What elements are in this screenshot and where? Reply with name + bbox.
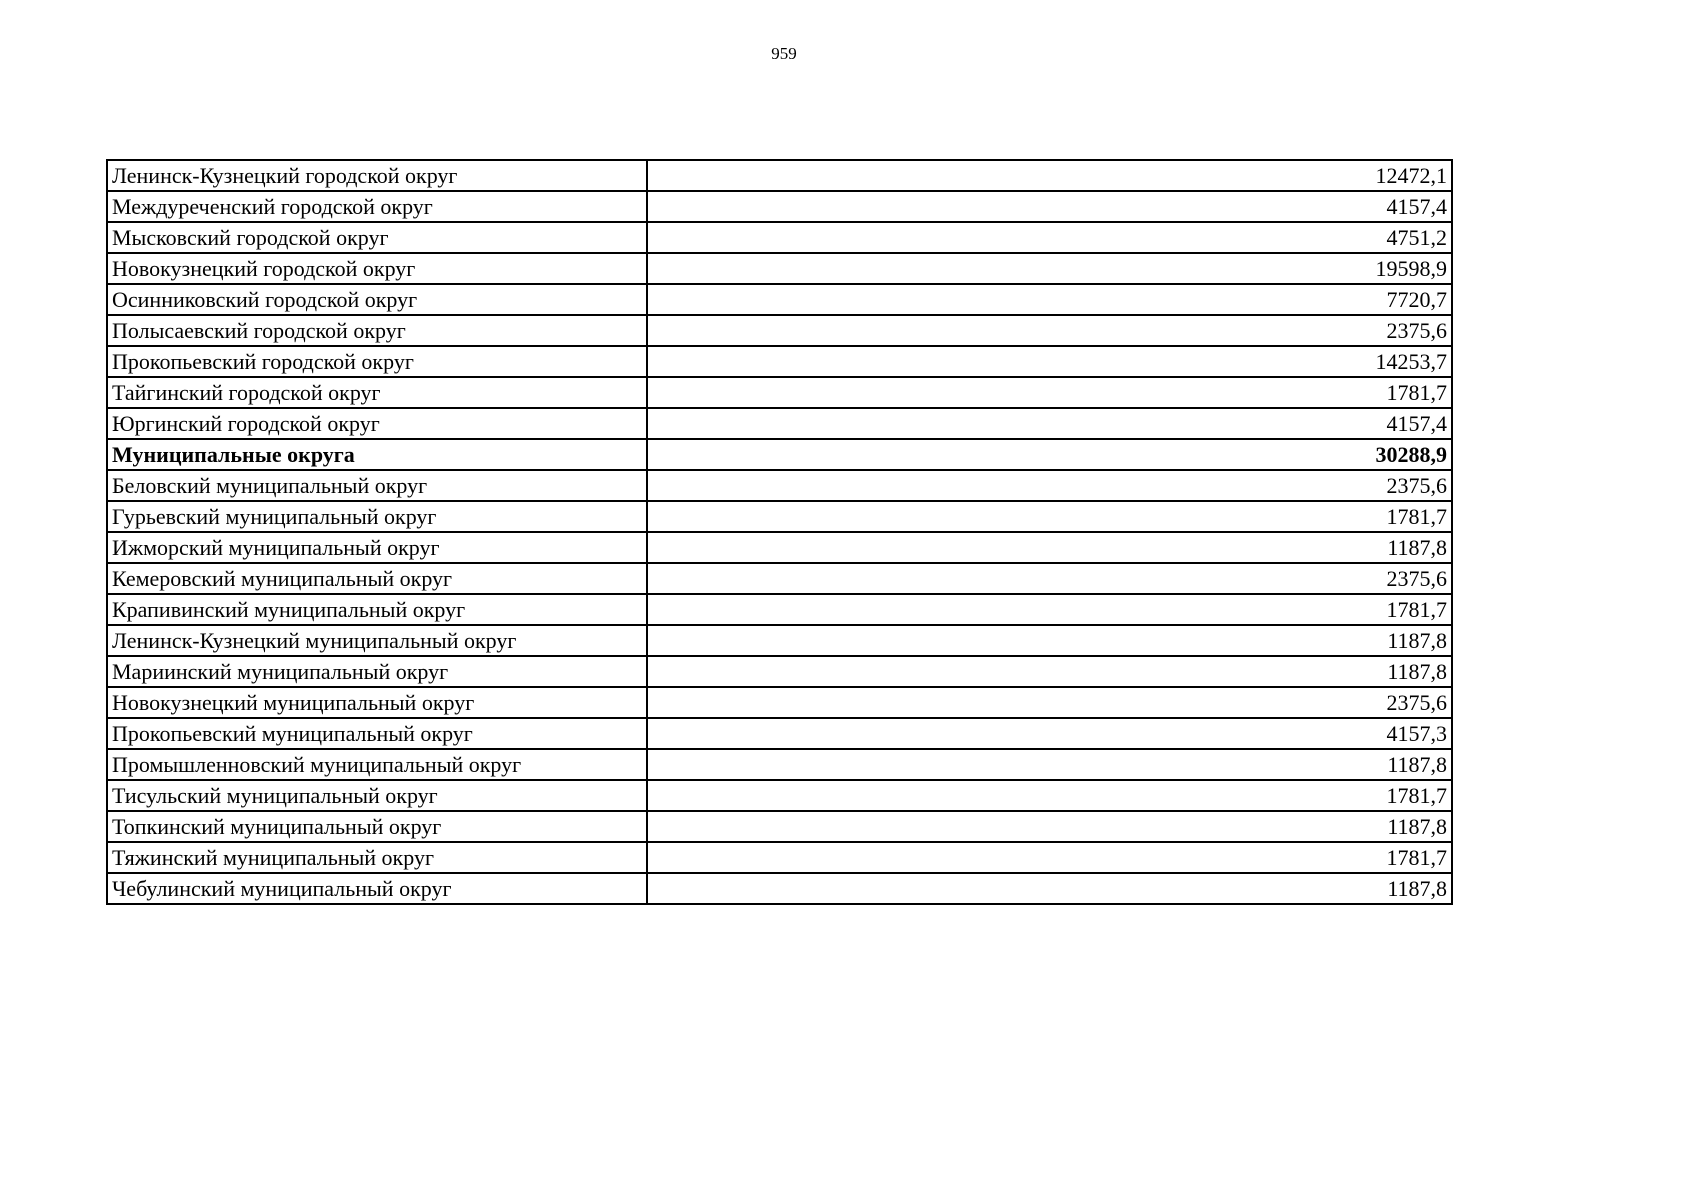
amount-cell: 2375,6 (647, 470, 1452, 501)
municipality-name-cell: Тяжинский муниципальный округ (107, 842, 647, 873)
municipality-name-cell: Новокузнецкий городской округ (107, 253, 647, 284)
municipality-name-cell: Кемеровский муниципальный округ (107, 563, 647, 594)
amount-cell: 1187,8 (647, 532, 1452, 563)
table-row (107, 470, 1452, 501)
municipality-name-cell: Крапивинский муниципальный округ (107, 594, 647, 625)
table-row (107, 873, 1452, 904)
table-row (107, 718, 1452, 749)
municipality-name-cell: Топкинский муниципальный округ (107, 811, 647, 842)
amount-cell: 1187,8 (647, 749, 1452, 780)
amount-cell: 1781,7 (647, 780, 1452, 811)
amount-cell: 4157,3 (647, 718, 1452, 749)
table-row (107, 501, 1452, 532)
municipality-name-cell: Мариинский муниципальный округ (107, 656, 647, 687)
municipality-name-cell: Чебулинский муниципальный округ (107, 873, 647, 904)
amount-cell: 4157,4 (647, 408, 1452, 439)
table-row (107, 315, 1452, 346)
page-number: 959 (771, 44, 797, 63)
table-row (107, 594, 1452, 625)
municipality-name-cell: Осинниковский городской округ (107, 284, 647, 315)
municipality-name-cell: Ленинск-Кузнецкий муниципальный округ (107, 625, 647, 656)
table-row (107, 253, 1452, 284)
data-table (106, 159, 1453, 905)
amount-cell: 2375,6 (647, 687, 1452, 718)
amount-cell: 1781,7 (647, 501, 1452, 532)
municipality-name-cell: Ленинск-Кузнецкий городской округ (107, 160, 647, 191)
table-row (107, 842, 1452, 873)
amount-cell: 1781,7 (647, 594, 1452, 625)
table-row (107, 377, 1452, 408)
municipality-name-cell: Мысковский городской округ (107, 222, 647, 253)
table-row (107, 780, 1452, 811)
municipality-name-cell: Новокузнецкий муниципальный округ (107, 687, 647, 718)
municipality-name-cell: Полысаевский городской округ (107, 315, 647, 346)
municipality-name-cell: Гурьевский муниципальный округ (107, 501, 647, 532)
municipality-name-cell: Тисульский муниципальный округ (107, 780, 647, 811)
municipality-name-cell: Ижморский муниципальный округ (107, 532, 647, 563)
amount-cell: 12472,1 (647, 160, 1452, 191)
amount-cell: 30288,9 (647, 439, 1452, 470)
amount-cell: 19598,9 (647, 253, 1452, 284)
table-row (107, 160, 1452, 191)
table-row (107, 284, 1452, 315)
amount-cell: 1187,8 (647, 656, 1452, 687)
amount-cell: 1781,7 (647, 377, 1452, 408)
municipality-name-cell: Прокопьевский муниципальный округ (107, 718, 647, 749)
section-header-row (107, 439, 1452, 470)
municipality-name-cell: Промышленновский муниципальный округ (107, 749, 647, 780)
table-row (107, 222, 1452, 253)
table-row (107, 656, 1452, 687)
table-body (107, 160, 1452, 904)
table-row (107, 749, 1452, 780)
table-row (107, 625, 1452, 656)
municipality-name-cell: Прокопьевский городской округ (107, 346, 647, 377)
table-row (107, 811, 1452, 842)
amount-cell: 7720,7 (647, 284, 1452, 315)
table-row (107, 191, 1452, 222)
amount-cell: 4751,2 (647, 222, 1452, 253)
table-row (107, 687, 1452, 718)
table-row (107, 532, 1452, 563)
table-row (107, 563, 1452, 594)
table-row (107, 408, 1452, 439)
amount-cell: 2375,6 (647, 315, 1452, 346)
amount-cell: 1781,7 (647, 842, 1452, 873)
table-row (107, 346, 1452, 377)
municipality-name-cell: Беловский муниципальный округ (107, 470, 647, 501)
municipality-name-cell: Муниципальные округа (107, 439, 647, 470)
amount-cell: 2375,6 (647, 563, 1452, 594)
amount-cell: 4157,4 (647, 191, 1452, 222)
municipality-name-cell: Тайгинский городской округ (107, 377, 647, 408)
amount-cell: 14253,7 (647, 346, 1452, 377)
municipality-name-cell: Междуреченский городской округ (107, 191, 647, 222)
amount-cell: 1187,8 (647, 873, 1452, 904)
municipality-name-cell: Юргинский городской округ (107, 408, 647, 439)
amount-cell: 1187,8 (647, 811, 1452, 842)
amount-cell: 1187,8 (647, 625, 1452, 656)
